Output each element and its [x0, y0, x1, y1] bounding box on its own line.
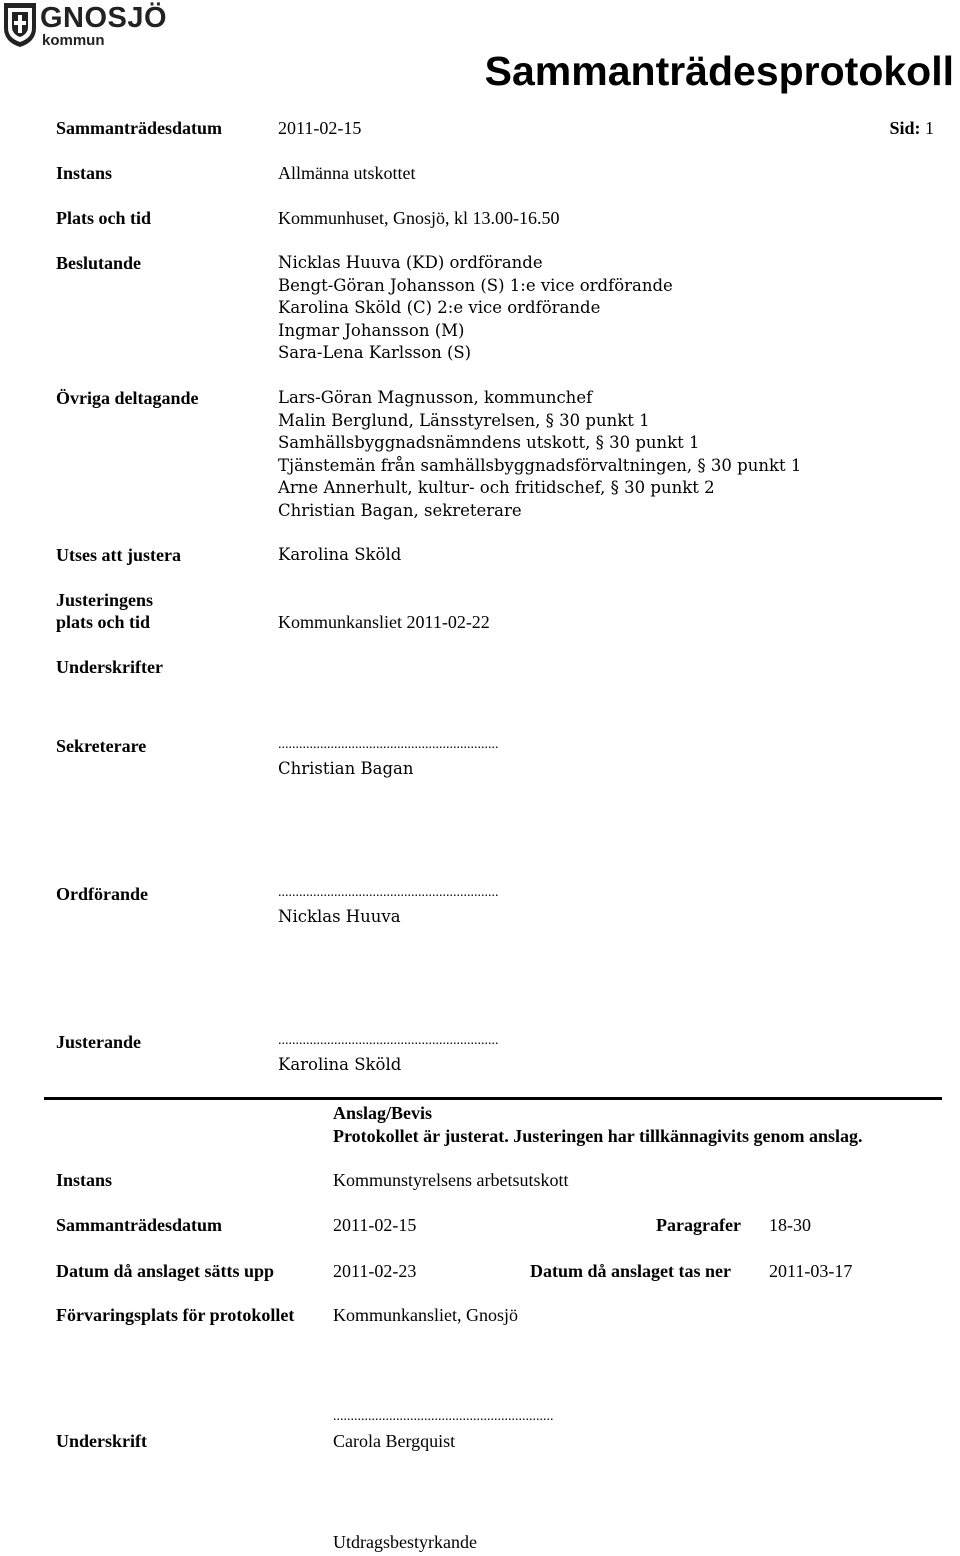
list-item: Karolina Sköld (C) 2:e vice ordförande	[278, 298, 601, 317]
page-indicator	[889, 118, 934, 139]
paragrafer-value: 18-30	[769, 1215, 811, 1235]
forvaring-label: Förvaringsplats för protokollet	[56, 1305, 295, 1325]
anslag-statement: Protokollet är justerat. Justeringen har tillkännagivits genom anslag.	[333, 1126, 863, 1146]
ordforande-label: Ordförande	[56, 884, 148, 904]
list-item: Arne Annerhult, kultur- och fritidschef, § 30 punkt 2	[278, 478, 715, 497]
list-item: Ingmar Johansson (M)	[278, 320, 465, 340]
page-number: 1	[925, 118, 934, 138]
anslag-ner-value: 2011-03-17	[769, 1261, 853, 1281]
justerande-label: Justerande	[56, 1032, 141, 1052]
list-item: Nicklas Huuva (KD) ordförande	[278, 253, 543, 272]
ordforande-signature-line: ...............................................................	[278, 885, 499, 900]
justera-value: Karolina Sköld	[278, 545, 402, 564]
justerande-name: Karolina Sköld	[278, 1055, 402, 1074]
anslag-date-value: 2011-02-15	[333, 1215, 417, 1235]
anslag-heading: Anslag/Bevis	[333, 1103, 433, 1123]
ordforande-name: Nicklas Huuva	[278, 907, 401, 926]
meeting-date-value: 2011-02-15	[278, 118, 362, 138]
list-item: Bengt-Göran Johansson (S) 1:e vice ordförande	[278, 275, 673, 295]
logo-subtitle: kommun	[42, 32, 105, 49]
paragrafer-label: Paragrafer	[656, 1215, 741, 1235]
list-item: Christian Bagan, sekreterare	[278, 500, 522, 520]
list-item: Malin Berglund, Länsstyrelsen, § 30 punkt 1	[278, 410, 650, 430]
sekreterare-signature-line: ...............................................................	[278, 737, 499, 752]
ovriga-label: Övriga deltagande	[56, 388, 199, 408]
logo-wordmark: GNOSJÖ	[40, 2, 168, 34]
utdragsbestyrkande-label: Utdragsbestyrkande	[333, 1532, 477, 1552]
underskrift-name: Carola Bergquist	[333, 1431, 456, 1451]
anslag-instans-label: Instans	[56, 1170, 113, 1190]
list-item: Tjänstemän från samhällsbyggnadsförvaltningen, § 30 punkt 1	[278, 455, 802, 475]
sekreterare-name: Christian Bagan	[278, 759, 414, 778]
justera-label: Utses att justera	[56, 545, 181, 565]
meeting-date-label: Sammanträdesdatum	[56, 118, 223, 138]
forvaring-value: Kommunkansliet, Gnosjö	[333, 1305, 518, 1325]
justeringens-label-2: plats och tid	[56, 612, 151, 632]
ovriga-list	[278, 387, 801, 522]
underskrifter-label: Underskrifter	[56, 657, 163, 677]
instans-value: Allmänna utskottet	[278, 163, 416, 183]
beslutande-list	[278, 252, 673, 365]
anslag-upp-label: Datum då anslaget sätts upp	[56, 1261, 275, 1281]
underskrift-label: Underskrift	[56, 1431, 147, 1451]
list-item: Lars-Göran Magnusson, kommunchef	[278, 388, 593, 407]
list-item: Samhällsbyggnadsnämndens utskott, § 30 punkt 1	[278, 433, 700, 452]
anslag-instans-value: Kommunstyrelsens arbetsutskott	[333, 1170, 569, 1190]
underskrift-signature-line: ...............................................................	[333, 1409, 554, 1424]
beslutande-label: Beslutande	[56, 253, 142, 273]
anslag-ner-label: Datum då anslaget tas ner	[530, 1261, 731, 1281]
list-item: Sara-Lena Karlsson (S)	[278, 343, 472, 362]
gnosjo-logo	[0, 0, 175, 50]
page-title: Sammanträdesprotokoll	[484, 48, 954, 94]
anslag-upp-value: 2011-02-23	[333, 1261, 417, 1281]
place-value: Kommunhuset, Gnosjö, kl 13.00-16.50	[278, 208, 560, 228]
coat-of-arms-icon	[3, 2, 37, 48]
instans-label: Instans	[56, 163, 113, 183]
justeringens-label-1: Justeringens	[56, 590, 154, 610]
anslag-date-label: Sammanträdesdatum	[56, 1215, 223, 1235]
justerande-signature-line: ...............................................................	[278, 1033, 499, 1048]
place-label: Plats och tid	[56, 208, 152, 228]
justeringens-value: Kommunkansliet 2011-02-22	[278, 612, 490, 632]
page-label: Sid:	[889, 118, 921, 138]
sekreterare-label: Sekreterare	[56, 736, 147, 756]
section-divider	[44, 1097, 942, 1100]
